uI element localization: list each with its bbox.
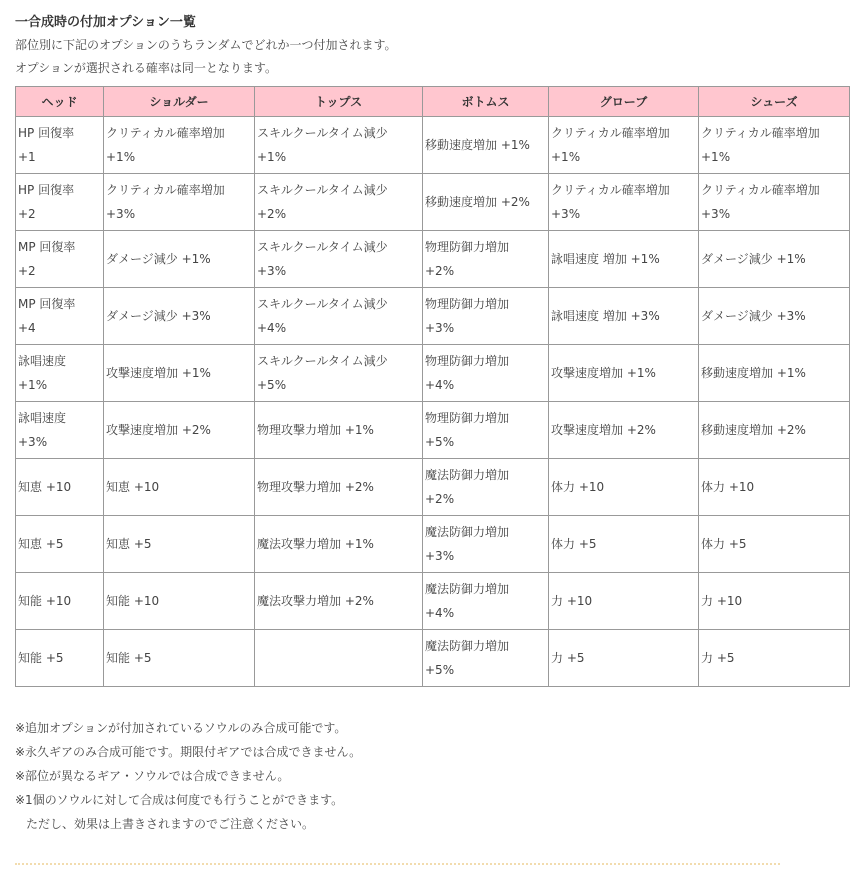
- cell-text: 攻撃速度増加 +1%: [106, 366, 211, 380]
- table-cell: [549, 288, 699, 345]
- cell-text: +2: [18, 207, 36, 221]
- table-cell: [104, 402, 255, 459]
- table-cell: [104, 573, 255, 630]
- table-cell: [423, 573, 549, 630]
- table-cell: [423, 516, 549, 573]
- table-cell: [699, 288, 850, 345]
- cell-text: 移動速度増加 +2%: [425, 195, 530, 209]
- cell-text: +1%: [18, 378, 48, 392]
- note-4: ※1個のソウルに対して合成は何度でも行うことができます。: [15, 793, 344, 807]
- cell-text: +5%: [425, 663, 455, 677]
- table-cell: [549, 117, 699, 174]
- cell-text: 体力 +5: [551, 537, 597, 551]
- intro-line-2: オプションが選択される確率は同一となります。: [15, 61, 277, 75]
- cell-text: +1%: [701, 150, 731, 164]
- cell-text: 物理攻撃力増加 +1%: [257, 423, 374, 437]
- table-row: [16, 516, 850, 573]
- table-cell: [699, 117, 850, 174]
- table-row: [16, 231, 850, 288]
- cell-text: +1: [18, 150, 36, 164]
- cell-text: 攻撃速度増加 +2%: [551, 423, 656, 437]
- cell-text: +4: [18, 321, 36, 335]
- cell-text: +3%: [257, 264, 287, 278]
- cell-text: 詠唱速度: [18, 354, 67, 368]
- table-row: [16, 174, 850, 231]
- cell-text: +5%: [257, 378, 287, 392]
- note-3: ※部位が異なるギア・ソウルでは合成できません。: [15, 769, 290, 783]
- cell-text: +2%: [425, 492, 455, 506]
- table-row: [16, 288, 850, 345]
- cell-text: +3%: [425, 549, 455, 563]
- table-cell: [549, 516, 699, 573]
- cell-text: +1%: [551, 150, 581, 164]
- content: [15, 0, 849, 831]
- table-cell: [423, 117, 549, 174]
- cell-text: +3%: [106, 207, 136, 221]
- cell-text: 物理防御力増加: [425, 297, 510, 311]
- cell-text: 体力 +10: [701, 480, 755, 494]
- table-cell: [423, 345, 549, 402]
- cell-text: HP 回復率: [18, 183, 75, 197]
- cell-text: +5%: [425, 435, 455, 449]
- cell-text: 物理防御力増加: [425, 354, 510, 368]
- cell-text: ダメージ減少 +1%: [106, 252, 211, 266]
- cell-text: +2%: [257, 207, 287, 221]
- table-cell: [255, 117, 423, 174]
- dotted-divider: [15, 863, 780, 865]
- cell-text: 知恵 +5: [18, 537, 64, 551]
- cell-text: 詠唱速度 増加 +3%: [551, 309, 660, 323]
- cell-text: 移動速度増加 +2%: [701, 423, 806, 437]
- cell-text: クリティカル確率増加: [551, 183, 670, 197]
- cell-text: +1%: [257, 150, 287, 164]
- cell-text: クリティカル確率増加: [701, 126, 820, 140]
- table-cell: [16, 231, 104, 288]
- table-cell: [255, 231, 423, 288]
- cell-text: 魔法防御力増加: [425, 468, 510, 482]
- cell-text: 攻撃速度増加 +2%: [106, 423, 211, 437]
- table-cell: [104, 288, 255, 345]
- table-cell: [549, 573, 699, 630]
- table-cell: [255, 174, 423, 231]
- table-cell: [104, 630, 255, 687]
- table-cell: [104, 459, 255, 516]
- cell-text: 知能 +5: [106, 651, 152, 665]
- cell-text: 力 +5: [551, 651, 585, 665]
- cell-text: 魔法攻撃力増加 +1%: [257, 537, 374, 551]
- table-cell: [423, 288, 549, 345]
- table-cell: [104, 345, 255, 402]
- cell-text: 魔法防御力増加: [425, 525, 510, 539]
- cell-text: 攻撃速度増加 +1%: [551, 366, 656, 380]
- table-cell: [699, 402, 850, 459]
- table-row: [16, 630, 850, 687]
- cell-text: 知能 +10: [18, 594, 72, 608]
- table-cell: [549, 345, 699, 402]
- table-cell: [255, 630, 423, 687]
- table-row: [16, 573, 850, 630]
- table-cell: [423, 402, 549, 459]
- table-cell: [255, 345, 423, 402]
- table-cell: [16, 402, 104, 459]
- cell-text: 魔法攻撃力増加 +2%: [257, 594, 374, 608]
- table-body: [16, 117, 850, 687]
- note-1: ※追加オプションが付加されているソウルのみ合成可能です。: [15, 721, 347, 735]
- cell-text: 詠唱速度: [18, 411, 67, 425]
- cell-text: HP 回復率: [18, 126, 75, 140]
- cell-text: +3%: [551, 207, 581, 221]
- table-cell: [549, 402, 699, 459]
- table-cell: [423, 459, 549, 516]
- table-cell: [104, 516, 255, 573]
- cell-text: 力 +10: [551, 594, 593, 608]
- table-row: [16, 117, 850, 174]
- cell-text: 知恵 +5: [106, 537, 152, 551]
- cell-text: 移動速度増加 +1%: [701, 366, 806, 380]
- cell-text: MP 回復率: [18, 297, 76, 311]
- header-gloves: グローブ: [549, 87, 699, 117]
- cell-text: 知能 +10: [106, 594, 160, 608]
- table-cell: [699, 345, 850, 402]
- table-cell: [255, 573, 423, 630]
- cell-text: 魔法防御力増加: [425, 582, 510, 596]
- note-2: ※永久ギアのみ合成可能です。期限付ギアでは合成できません。: [15, 745, 362, 759]
- intro-line-1: 部位別に下記のオプションのうちランダムでどれか一つ付加されます。: [15, 38, 397, 52]
- table-cell: [16, 345, 104, 402]
- table-cell: [255, 516, 423, 573]
- table-cell: [104, 117, 255, 174]
- cell-text: +4%: [425, 606, 455, 620]
- table-cell: [549, 630, 699, 687]
- cell-text: +2: [18, 264, 36, 278]
- cell-text: スキルクールタイム減少: [257, 240, 388, 254]
- cell-text: 魔法防御力増加: [425, 639, 510, 653]
- cell-text: 力 +5: [701, 651, 735, 665]
- table-cell: [699, 459, 850, 516]
- cell-text: スキルクールタイム減少: [257, 297, 388, 311]
- cell-text: +3%: [701, 207, 731, 221]
- cell-text: 体力 +10: [551, 480, 605, 494]
- table-cell: [423, 231, 549, 288]
- table-cell: [549, 231, 699, 288]
- cell-text: +2%: [425, 264, 455, 278]
- header-bottoms: ボトムス: [423, 87, 549, 117]
- cell-text: 詠唱速度 増加 +1%: [551, 252, 660, 266]
- table-cell: [104, 174, 255, 231]
- table-cell: [549, 174, 699, 231]
- table-cell: [699, 516, 850, 573]
- cell-text: クリティカル確率増加: [106, 126, 225, 140]
- table-cell: [549, 459, 699, 516]
- table-cell: [104, 231, 255, 288]
- table-cell: [16, 459, 104, 516]
- cell-text: 体力 +5: [701, 537, 747, 551]
- note-5: ただし、効果は上書きされますのでご注意ください。: [26, 817, 315, 831]
- cell-text: ダメージ減少 +1%: [701, 252, 806, 266]
- table-cell: [255, 459, 423, 516]
- cell-text: ダメージ減少 +3%: [106, 309, 211, 323]
- cell-text: スキルクールタイム減少: [257, 126, 388, 140]
- cell-text: +3%: [425, 321, 455, 335]
- header-shoes: シューズ: [699, 87, 850, 117]
- cell-text: クリティカル確率増加: [106, 183, 225, 197]
- section-title: 一合成時の付加オプション一覧: [15, 15, 196, 30]
- table-cell: [255, 402, 423, 459]
- cell-text: 物理防御力増加: [425, 240, 510, 254]
- cell-text: スキルクールタイム減少: [257, 354, 388, 368]
- cell-text: クリティカル確率増加: [701, 183, 820, 197]
- table-header-row: [16, 87, 850, 117]
- table-row: [16, 345, 850, 402]
- header-shoulder: ショルダー: [104, 87, 255, 117]
- header-tops: トップス: [255, 87, 423, 117]
- cell-text: ダメージ減少 +3%: [701, 309, 806, 323]
- cell-text: 物理防御力増加: [425, 411, 510, 425]
- cell-text: MP 回復率: [18, 240, 76, 254]
- options-table: [15, 86, 850, 687]
- cell-text: +4%: [425, 378, 455, 392]
- table-row: [16, 459, 850, 516]
- table-cell: [423, 630, 549, 687]
- cell-text: +1%: [106, 150, 136, 164]
- cell-text: +4%: [257, 321, 287, 335]
- table-cell: [699, 174, 850, 231]
- table-cell: [16, 117, 104, 174]
- table-cell: [699, 231, 850, 288]
- table-cell: [699, 630, 850, 687]
- cell-text: 移動速度増加 +1%: [425, 138, 530, 152]
- cell-text: スキルクールタイム減少: [257, 183, 388, 197]
- cell-text: 知能 +5: [18, 651, 64, 665]
- notes: [15, 716, 849, 836]
- table-cell: [699, 573, 850, 630]
- cell-text: +3%: [18, 435, 48, 449]
- cell-text: 知恵 +10: [106, 480, 160, 494]
- table-row: [16, 402, 850, 459]
- table-cell: [423, 174, 549, 231]
- cell-text: 物理攻撃力増加 +2%: [257, 480, 374, 494]
- cell-text: 知恵 +10: [18, 480, 72, 494]
- table-cell: [16, 573, 104, 630]
- cell-text: 力 +10: [701, 594, 743, 608]
- table-cell: [255, 288, 423, 345]
- table-cell: [16, 516, 104, 573]
- table-cell: [16, 174, 104, 231]
- table-cell: [16, 288, 104, 345]
- header-head: ヘッド: [16, 87, 104, 117]
- cell-text: クリティカル確率増加: [551, 126, 670, 140]
- table-cell: [16, 630, 104, 687]
